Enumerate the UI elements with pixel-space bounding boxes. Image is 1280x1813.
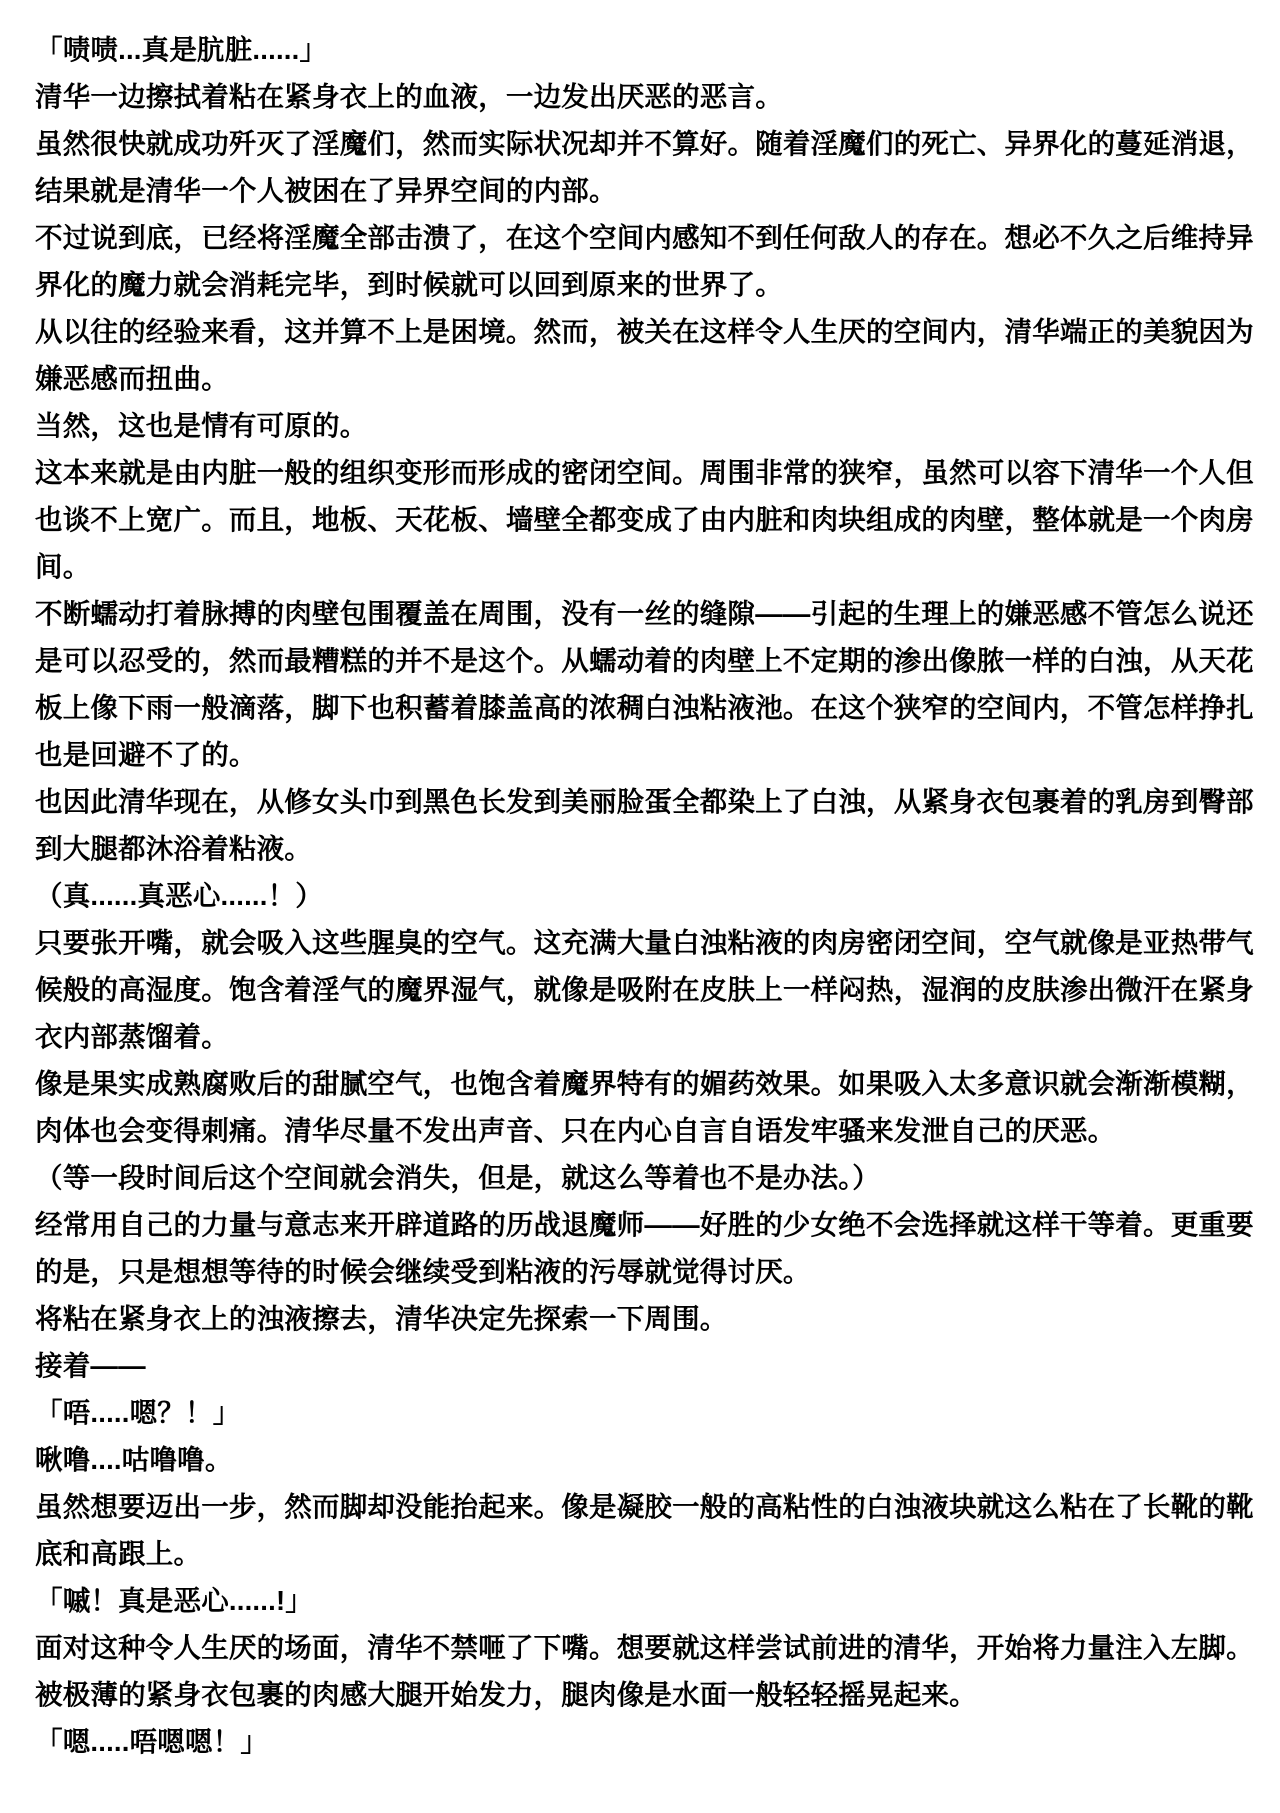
paragraph [35, 214, 1254, 308]
paragraph [35, 1577, 1245, 1624]
text-line: 啾噜....咕噜噜。 [35, 1444, 233, 1475]
text-line: 是可以忍受的，然而最糟糕的并不是这个。从蠕动着的肉壁上不定期的渗出像脓一样的白浊，从天花 [35, 645, 1254, 676]
paragraph [35, 590, 1254, 778]
text-line: 经常用自己的力量与意志来开辟道路的历战退魔师——好胜的少女绝不会选择就这样干等着。更重要 [35, 1209, 1254, 1240]
text-line: 候般的高湿度。饱含着淫气的魔界湿气，就像是吸附在皮肤上一样闷热，湿润的皮肤渗出微汗在紧身 [35, 974, 1254, 1005]
text-content [35, 26, 1254, 1765]
text-line: （等一段时间后这个空间就会消失，但是，就这么等着也不是办法。） [35, 1162, 880, 1193]
text-line: 「嗯.....唔嗯嗯！」 [35, 1726, 269, 1757]
text-line: 也因此清华现在，从修女头巾到黑色长发到美丽脸蛋全都染上了白浊，从紧身衣包裹着的乳房到臀部 [35, 786, 1254, 817]
text-line: 被极薄的紧身衣包裹的肉感大腿开始发力，腿肉像是水面一般轻轻摇晃起来。 [35, 1679, 977, 1710]
paragraph [35, 120, 1254, 214]
paragraph [35, 1154, 1245, 1201]
text-line: 这本来就是由内脏一般的组织变形而形成的密闭空间。周围非常的狭窄，虽然可以容下清华一个人但 [35, 457, 1254, 488]
paragraph [35, 1436, 1245, 1483]
text-line: 板上像下雨一般滴落，脚下也积蓄着膝盖高的浓稠白浊粘液池。在这个狭窄的空间内，不管怎样挣扎 [35, 692, 1254, 723]
text-line: 从以往的经验来看，这并算不上是困境。然而，被关在这样令人生厌的空间内，清华端正的美貌因为 [35, 316, 1254, 347]
text-line: 的是，只是想想等待的时候会继续受到粘液的污辱就觉得讨厌。 [35, 1256, 811, 1287]
text-line: 当然，这也是情有可原的。 [35, 410, 368, 441]
text-line: 像是果实成熟腐败后的甜腻空气，也饱含着魔界特有的媚药效果。如果吸入太多意识就会渐渐模糊， [35, 1068, 1254, 1099]
text-line: 不断蠕动打着脉搏的肉壁包围覆盖在周围，没有一丝的缝隙——引起的生理上的嫌恶感不管怎么说还 [35, 598, 1254, 629]
paragraph [35, 919, 1254, 1060]
text-line: 界化的魔力就会消耗完毕，到时候就可以回到原来的世界了。 [35, 269, 783, 300]
paragraph [35, 73, 1245, 120]
text-line: 也谈不上宽广。而且，地板、天花板、墙壁全都变成了由内脏和肉块组成的肉壁，整体就是一个肉房 [35, 504, 1254, 535]
paragraph [35, 1389, 1245, 1436]
paragraph [35, 1483, 1254, 1577]
paragraph [35, 1718, 1245, 1765]
text-line: 肉体也会变得刺痛。清华尽量不发出声音、只在内心自言自语发牢骚来发泄自己的厌恶。 [35, 1115, 1116, 1146]
paragraph [35, 308, 1254, 402]
text-line: （真......真恶心......！） [35, 880, 323, 911]
text-line: 清华一边擦拭着粘在紧身衣上的血液，一边发出厌恶的恶言。 [35, 81, 783, 112]
text-line: 底和高跟上。 [35, 1538, 202, 1569]
paragraph [35, 1342, 1245, 1389]
text-line: 间。 [35, 551, 91, 582]
text-line: 接着—— [35, 1350, 146, 1381]
text-line: 嫌恶感而扭曲。 [35, 363, 229, 394]
text-line: 「嘁！真是恶心......!」 [35, 1585, 313, 1616]
paragraph [35, 26, 1245, 73]
text-line: 也是回避不了的。 [35, 739, 257, 770]
text-line: 不过说到底，已经将淫魔全部击溃了，在这个空间内感知不到任何敌人的存在。想必不久之后维持异 [35, 222, 1254, 253]
text-line: 结果就是清华一个人被困在了异界空间的内部。 [35, 175, 617, 206]
paragraph [35, 1624, 1254, 1671]
text-line: 只要张开嘴，就会吸入这些腥臭的空气。这充满大量白浊粘液的肉房密闭空间，空气就像是亚热带气 [35, 927, 1254, 958]
text-line: 虽然很快就成功歼灭了淫魔们，然而实际状况却并不算好。随着淫魔们的死亡、异界化的蔓延消退， [35, 128, 1254, 159]
text-line: 「唔.....嗯？！」 [35, 1397, 241, 1428]
text-line: 衣内部蒸馏着。 [35, 1021, 229, 1052]
text-line: 「啧啧...真是肮脏......」 [35, 34, 328, 65]
paragraph [35, 402, 1245, 449]
text-line: 虽然想要迈出一步，然而脚却没能抬起来。像是凝胶一般的高粘性的白浊液块就这么粘在了长靴的靴 [35, 1491, 1254, 1522]
paragraph [35, 872, 1245, 919]
paragraph [35, 1201, 1254, 1295]
text-line: 面对这种令人生厌的场面，清华不禁咂了下嘴。想要就这样尝试前进的清华，开始将力量注入左脚。 [35, 1632, 1254, 1663]
paragraph [35, 1060, 1254, 1154]
paragraph [35, 778, 1254, 872]
paragraph [35, 1295, 1245, 1342]
text-line: 到大腿都沐浴着粘液。 [35, 833, 312, 864]
paragraph [35, 1671, 1245, 1718]
paragraph [35, 449, 1254, 590]
text-line: 将粘在紧身衣上的浊液擦去，清华决定先探索一下周围。 [35, 1303, 728, 1334]
